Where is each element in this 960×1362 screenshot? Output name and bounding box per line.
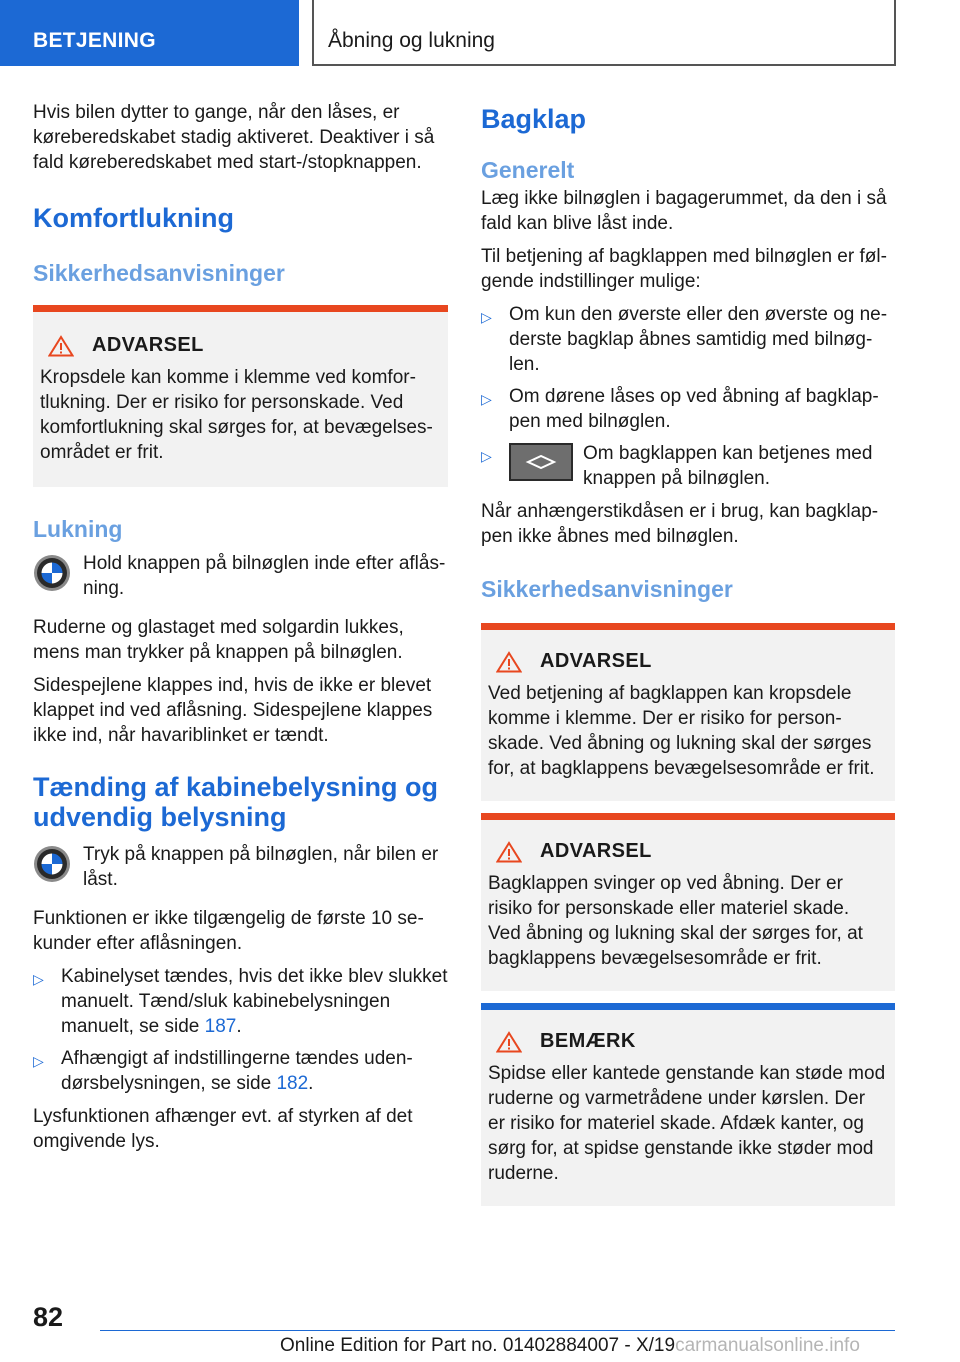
list-item — [481, 441, 895, 491]
section-tab: BETJENING — [0, 0, 299, 66]
right-column — [481, 100, 895, 1206]
triangle-bullet-icon: ▷ — [33, 1053, 44, 1069]
warning-title-row — [40, 334, 440, 357]
warning-triangle-icon — [496, 1031, 522, 1053]
note-text: Spidse eller kantede genstande kan støde mod ruderne og varmetrådene under kørslen. Der er risiko for materiel skade. Afdæk kanter, og sørg for, at spidse genstande ikke støder mod ruderne. — [488, 1063, 886, 1184]
page-number: 82 — [33, 1302, 64, 1332]
note-title: BEMÆRK — [540, 1030, 636, 1052]
footer-edition — [280, 1335, 860, 1357]
note-box-bagklap — [481, 1003, 895, 1206]
bagklap-paragraph-3: Når anhængerstikdåsen er i brug, kan bagklappen ikke åbnes med bilnøglen. — [481, 501, 879, 547]
triangle-bullet-icon: ▷ — [481, 448, 492, 464]
bmw-key-icon — [33, 554, 71, 592]
heading-lukning: Lukning — [33, 516, 123, 542]
footer-divider — [100, 1330, 895, 1331]
lukning-key-row — [33, 551, 448, 601]
list-item-text: Om bagklappen kan betjenes med knappen på bilnøglen. — [583, 443, 873, 489]
list-item-end: . — [308, 1073, 314, 1094]
left-column — [33, 100, 448, 1162]
bmw-key-icon — [33, 845, 71, 883]
tailgate-button-icon — [509, 443, 573, 481]
bagklap-list — [481, 302, 895, 491]
chapter-title: Åbning og lukning — [312, 0, 896, 66]
warning-text: Ved betjening af bagklappen kan kropsdele komme i klemme. Der er risiko for personskade. Ved åbning og lukning skal der sørges for, at bagklappens bevægelsesområde er frit. — [488, 683, 875, 779]
warning-box-bagklap-1 — [481, 623, 895, 801]
heading-sikkerhed-right: Sikkerhedsanvisninger — [481, 576, 733, 602]
taending-key-row — [33, 842, 448, 892]
warning-box-komfort — [33, 305, 448, 487]
watermark-text: carmanualsonline.info — [675, 1335, 860, 1356]
triangle-bullet-icon: ▷ — [481, 309, 492, 325]
warning-title-row — [488, 650, 887, 673]
taending-key-text: Tryk på knappen på bilnøglen, når bilen er låst. — [83, 844, 439, 890]
outro-paragraph: Lysfunktionen afhænger evt. af styrken af det omgivende lys. — [33, 1106, 413, 1152]
warning-bar — [481, 623, 895, 630]
warning-title: ADVARSEL — [540, 650, 652, 672]
triangle-bullet-icon: ▷ — [33, 971, 44, 987]
warning-title: ADVARSEL — [92, 334, 204, 356]
warning-box-bagklap-2 — [481, 813, 895, 991]
warning-bar — [33, 305, 448, 312]
bagklap-paragraph-2: Til betjening af bagklappen med bilnøglen er følgende indstillinger mulige: — [481, 246, 887, 292]
list-item — [33, 1046, 448, 1096]
heading-sikkerhed-left: Sikkerhedsanvisninger — [33, 260, 285, 286]
list-item-text: Afhængigt af indstillingerne tændes udendørsbelysningen, se side — [61, 1048, 413, 1094]
warning-text: Bagklappen svinger op ved åbning. Der er risiko for personskade eller materiel skade. Ved åbning og lukning skal der sørges for, at bagklappens bevægelsesområde er frit. — [488, 873, 863, 969]
taending-list — [33, 964, 448, 1096]
taending-paragraph: Funktionen er ikke tilgængelig de første 10 sekunder efter aflåsningen. — [33, 908, 424, 954]
intro-paragraph: Hvis bilen dytter to gange, når den låses, er køreberedskabet stadig aktiveret. Deaktiver i så fald køreberedskabet med start-/stopknappen. — [33, 102, 435, 173]
list-item — [33, 964, 448, 1039]
heading-komfortlukning: Komfortlukning — [33, 203, 234, 233]
warning-bar — [481, 813, 895, 820]
triangle-bullet-icon: ▷ — [481, 391, 492, 407]
warning-title: ADVARSEL — [540, 840, 652, 862]
warning-triangle-icon — [48, 335, 74, 357]
warning-title-row — [488, 840, 887, 863]
lukning-paragraph-2: Sidespejlene klappes ind, hvis de ikke er blevet klappet ind ved aflåsning. Sidespejlene klappes ikke ind, når havariblinket er tændt. — [33, 675, 433, 746]
note-title-row — [488, 1030, 887, 1053]
list-item — [481, 302, 895, 377]
warning-triangle-icon — [496, 841, 522, 863]
heading-bagklap: Bagklap — [481, 104, 587, 134]
lukning-key-text: Hold knappen på bilnøglen inde efter aflåsning. — [83, 553, 446, 599]
page-link-182[interactable]: 182 — [276, 1073, 309, 1094]
lukning-paragraph-1: Ruderne og glastaget med solgardin lukkes, mens man trykker på knappen på bilnøglen. — [33, 617, 404, 663]
list-item-text: Om kun den øverste eller den øverste og nederste bagklap åbnes samtidig med bilnøglen. — [509, 304, 888, 375]
list-item-text: Kabinelyset tændes, hvis det ikke blev slukket manuelt. Tænd/sluk kabinebelysningen manuelt, se side — [61, 966, 448, 1037]
note-bar — [481, 1003, 895, 1010]
edition-text: Online Edition for Part no. 01402884007 - X/19 — [280, 1335, 676, 1356]
list-item-end: . — [236, 1016, 242, 1037]
heading-taending: Tænding af kabinebelysning og udvendig belysning — [33, 772, 439, 832]
warning-triangle-icon — [496, 651, 522, 673]
bagklap-paragraph-1: Læg ikke bilnøglen i bagagerummet, da den i så fald kan blive låst inde. — [481, 188, 887, 234]
list-item — [481, 384, 895, 434]
page-link-187[interactable]: 187 — [204, 1016, 237, 1037]
heading-generelt: Generelt — [481, 157, 575, 183]
list-item-text: Om dørene låses op ved åbning af bagklappen med bilnøglen. — [509, 386, 879, 432]
warning-text: Kropsdele kan komme i klemme ved komfortlukning. Der er risiko for personskade. Ved komfortlukning skal sørges for, at bevægelsesområdet er frit. — [40, 367, 433, 463]
